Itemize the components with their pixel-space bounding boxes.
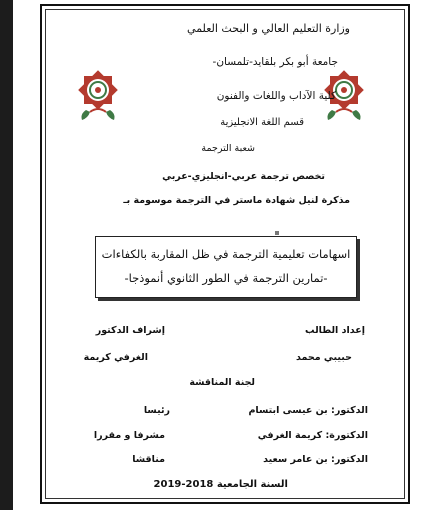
faculty-line: كلية الآداب واللغات والفنون	[216, 90, 336, 102]
student-name: حبيبي محمد	[296, 352, 352, 363]
memo-type-line: مذكرة لنيل شهادة ماستر في الترجمة موسومة بـ	[123, 195, 350, 206]
committee-member-3-name: الدكتور: بن عامر سعيد	[263, 454, 368, 465]
ministry-line: وزارة التعليم العالي و البحث العلمي	[187, 22, 350, 35]
committee-title: لجنة المناقشة	[189, 377, 255, 388]
left-dark-strip	[0, 0, 13, 510]
department-line: قسم اللغة الانجليزية	[220, 117, 304, 128]
supervisor-name: الغرفي كريمة	[83, 352, 148, 363]
student-label: إعداد الطالب	[305, 325, 365, 336]
committee-member-2-role: مشرفا و مقررا	[93, 430, 165, 441]
committee-member-2-name: الدكتورة: كريمة الغرفي	[257, 430, 368, 441]
thesis-title-line-1: اسهامات تعليمية الترجمة في ظل المقاربة بالكفاءات	[101, 247, 351, 261]
university-line: جامعة أبو بكر بلقايد-تلمسان-	[212, 56, 338, 68]
branch-line: شعبة الترجمة	[201, 143, 255, 154]
thesis-title-line-2: -تمارين الترجمة في الطور الثانوي أنموذجا-	[124, 271, 328, 285]
university-emblem-left-icon	[70, 62, 126, 122]
specialty-line: تخصص ترجمة عربي-انجليزي-عربي	[162, 171, 325, 182]
title-marker	[275, 231, 279, 235]
committee-member-1-name: الدكتور: بن عيسى ابتسام	[248, 405, 368, 416]
supervisor-label: إشراف الدكتور	[95, 325, 165, 336]
thesis-title-box	[95, 236, 357, 298]
committee-member-3-role: مناقشا	[132, 454, 165, 465]
academic-year: السنة الجامعية 2018-2019	[153, 479, 288, 490]
committee-member-1-role: رئيسا	[143, 405, 170, 416]
